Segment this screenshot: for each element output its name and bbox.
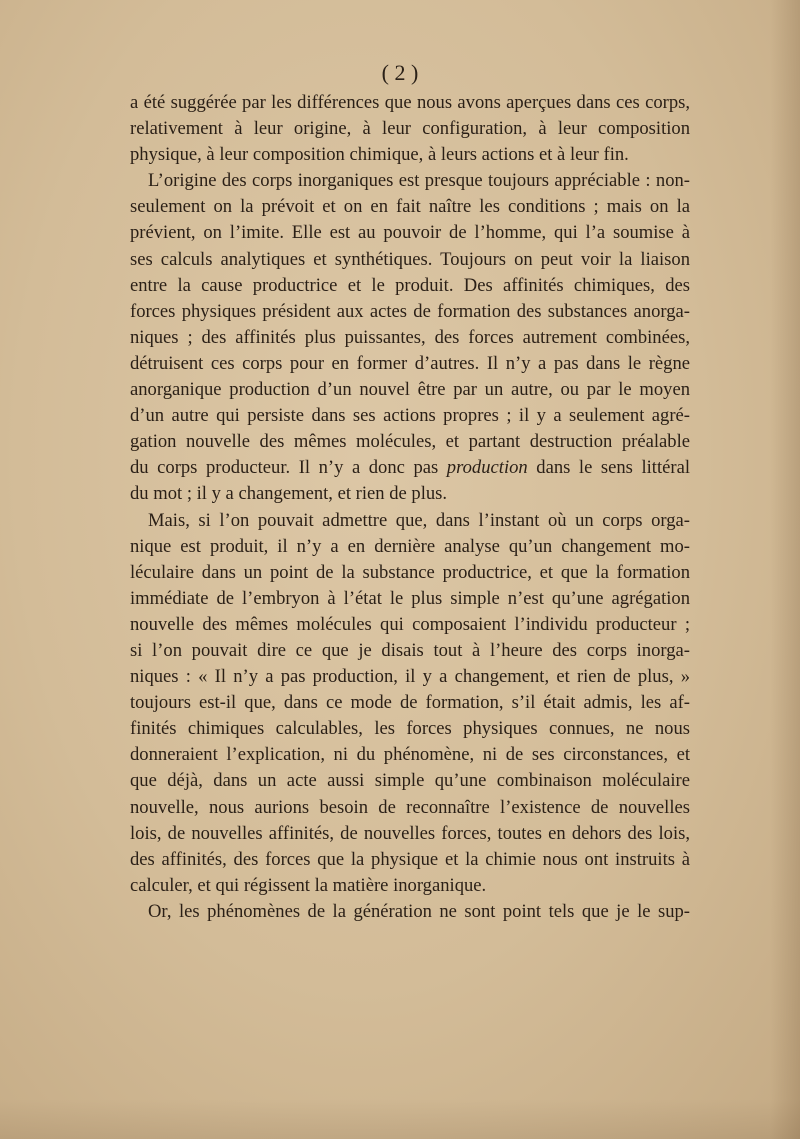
text-line: prévient, on l’imite. Elle est au pouvoir de l’homme, qui l’a soumise à [130,222,690,244]
text-line: nouvelle des mêmes molécules qui composaient l’individu producteur ; [130,613,690,635]
text-line: entre la cause productrice et le produit. Des affinités chimiques, des [130,274,690,296]
text-line: Or, les phénomènes de la génération ne sont point tels que je le sup- [148,900,690,922]
text-line: si l’on pouvait dire ce que je disais tout à l’heure des corps inorga- [130,639,690,661]
text-line: physique, à leur composition chimique, à leurs actions et à leur fin. [130,144,629,166]
text-line: Mais, si l’on pouvait admettre que, dans l’instant où un corps orga- [148,509,690,531]
text-line: immédiate de l’embryon à l’état le plus simple n’est qu’une agrégation [130,587,690,609]
page-edge-shadow-bottom [0,1099,800,1139]
text-line: gation nouvelle des mêmes molécules, et partant destruction préalable [130,431,690,453]
text-line: donneraient l’explication, ni du phénomène, ni de ses circonstances, et [130,744,690,766]
text-line: ses calculs analytiques et synthétiques. Toujours on peut voir la liaison [130,248,690,270]
text-line: nouvelle, nous aurions besoin de reconnaître l’existence de nouvelles [130,796,690,818]
text-line: du mot ; il y a changement, et rien de plus. [130,483,448,505]
text-line: anorganique production d’un nouvel être par un autre, ou par le moyen [130,379,690,401]
text-line: finités chimiques calculables, les forces physiques connues, ne nous [130,718,690,740]
text-line: niques ; des affinités plus puissantes, des forces autrement combinées, [130,326,690,348]
text-line: seulement on la prévoit et on en fait naître les conditions ; mais on la [130,196,690,218]
page-number: ( 2 ) [381,60,419,85]
text-line: toujours est-il que, dans ce mode de formation, s’il était admis, les af- [130,692,690,714]
text-line-segment: du corps producteur. Il n’y a donc pas [130,457,447,479]
text-line-segment: dans le sens littéral [527,457,690,479]
text-line: forces physiques président aux actes de formation des substances anorga- [130,300,690,322]
text-line: calculer, et qui régissent la matière inorganique. [130,874,487,896]
text-line: des affinités, des forces que la physique et la chimie nous ont instruits à [130,848,690,870]
text-line [130,455,690,481]
text-line: a été suggérée par les différences que nous avons aperçues dans ces corps, [130,92,690,113]
text-line: d’un autre qui persiste dans ses actions propres ; il y a seulement agré- [130,405,690,427]
text-line: léculaire dans un point de la substance productrice, et que la formation [130,561,690,583]
body-text [130,90,690,925]
text-line: relativement à leur origine, à leur configuration, à leur composition [130,118,690,140]
text-line: lois, de nouvelles affinités, de nouvelles forces, toutes en dehors des lois, [130,822,690,844]
text-line: L’origine des corps inorganiques est presque toujours appréciable : non- [148,170,690,192]
italic-word: production [446,457,528,479]
page-edge-shadow-right [770,0,800,1139]
text-line: détruisent ces corps pour en former d’autres. Il n’y a pas dans le règne [130,352,690,374]
text-line: niques : « Il n’y a pas production, il y a changement, et rien de plus, » [130,666,690,688]
text-line: nique est produit, il n’y a en dernière analyse qu’un changement mo- [130,535,690,557]
text-line: que déjà, dans un acte aussi simple qu’une combinaison moléculaire [130,770,690,792]
